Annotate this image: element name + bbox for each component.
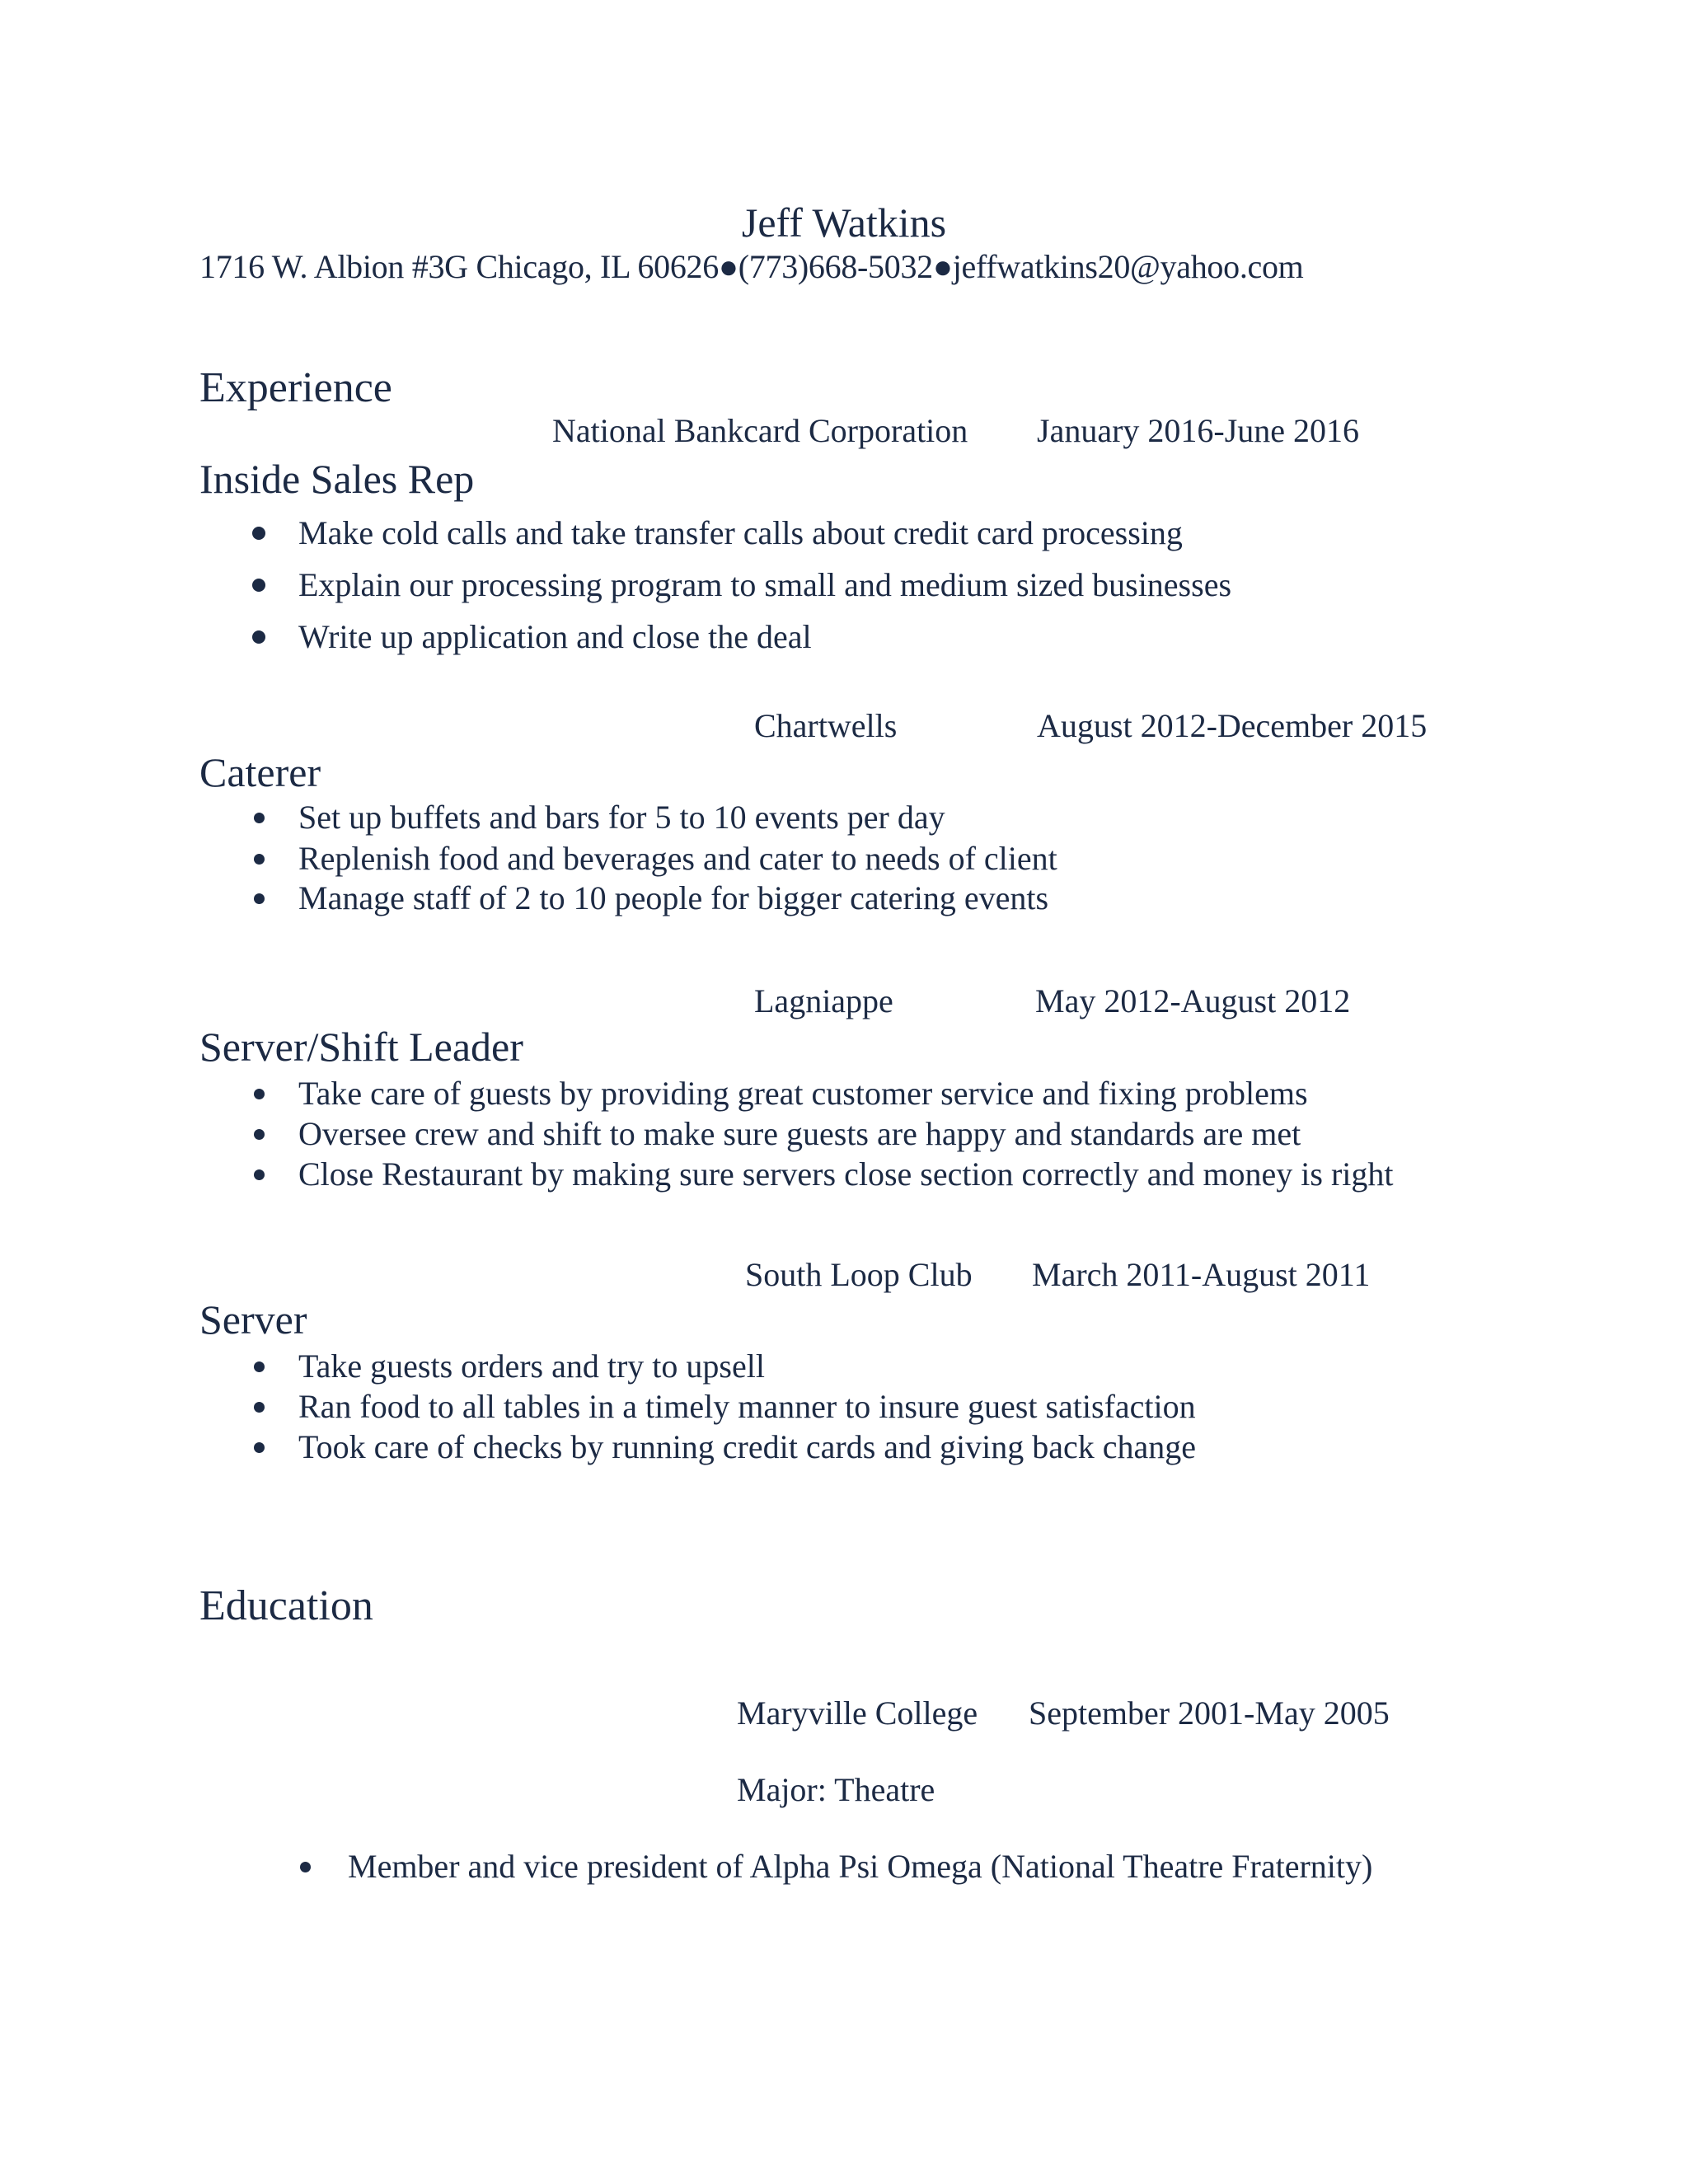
company-name: Lagniappe — [754, 982, 893, 1019]
duty-text: Write up application and close the deal — [298, 618, 812, 655]
bullet-icon — [254, 1402, 265, 1413]
education-heading: Education — [199, 1582, 373, 1629]
duty-text: Take guests orders and try to upsell — [298, 1347, 765, 1385]
bullet-icon — [254, 1129, 265, 1140]
major: Major: Theatre — [737, 1771, 935, 1808]
employment-dates: January 2016-June 2016 — [1037, 412, 1360, 449]
bullet-icon — [254, 1089, 265, 1099]
job-title: Server/Shift Leader — [199, 1024, 523, 1070]
duty-text: Oversee crew and shift to make sure guests are happy and standards are met — [298, 1115, 1301, 1152]
company-name: Chartwells — [754, 707, 898, 744]
company-name: National Bankcard Corporation — [552, 412, 968, 449]
bullet-icon — [254, 1169, 265, 1180]
bullet-icon — [254, 813, 265, 823]
duty-text: Take care of guests by providing great customer service and fixing problems — [298, 1075, 1308, 1112]
experience-heading: Experience — [199, 364, 392, 411]
duty-text: Ran food to all tables in a timely manner to insure guest satisfaction — [298, 1388, 1196, 1425]
duty-text: Manage staff of 2 to 10 people for bigger catering events — [298, 879, 1049, 916]
duty-text: Explain our processing program to small and medium sized businesses — [298, 566, 1232, 603]
bullet-icon — [252, 630, 265, 644]
duty-text: Make cold calls and take transfer calls about credit card processing — [298, 514, 1183, 551]
duty-text: Set up buffets and bars for 5 to 10 events per day — [298, 799, 945, 836]
employment-dates: March 2011-August 2011 — [1032, 1256, 1371, 1293]
duty-text: Close Restaurant by making sure servers close section correctly and money is right — [298, 1155, 1394, 1193]
contact-info: 1716 W. Albion #3G Chicago, IL 60626●(773)668-5032●jeffwatkins20@yahoo.com — [199, 248, 1304, 285]
school-name: Maryville College — [737, 1694, 978, 1732]
bullet-icon — [252, 579, 265, 592]
employment-dates: August 2012-December 2015 — [1037, 707, 1428, 744]
employment-dates: May 2012-August 2012 — [1035, 982, 1351, 1019]
bullet-icon — [254, 1361, 265, 1372]
bullet-icon — [300, 1862, 311, 1872]
education-dates: September 2001-May 2005 — [1029, 1694, 1390, 1732]
bullet-icon — [254, 893, 265, 904]
job-title: Caterer — [199, 749, 321, 795]
bullet-icon — [254, 854, 265, 865]
job-title: Server — [199, 1296, 307, 1343]
resume-name: Jeff Watkins — [741, 199, 947, 246]
activity-text: Member and vice president of Alpha Psi Omega (National Theatre Fraternity) — [348, 1848, 1373, 1885]
bullet-icon — [254, 1442, 265, 1453]
bullet-icon — [252, 527, 265, 540]
duty-text: Took care of checks by running credit cards and giving back change — [298, 1428, 1197, 1465]
duty-text: Replenish food and beverages and cater to needs of client — [298, 840, 1057, 877]
company-name: South Loop Club — [745, 1256, 973, 1293]
job-title: Inside Sales Rep — [199, 456, 475, 502]
